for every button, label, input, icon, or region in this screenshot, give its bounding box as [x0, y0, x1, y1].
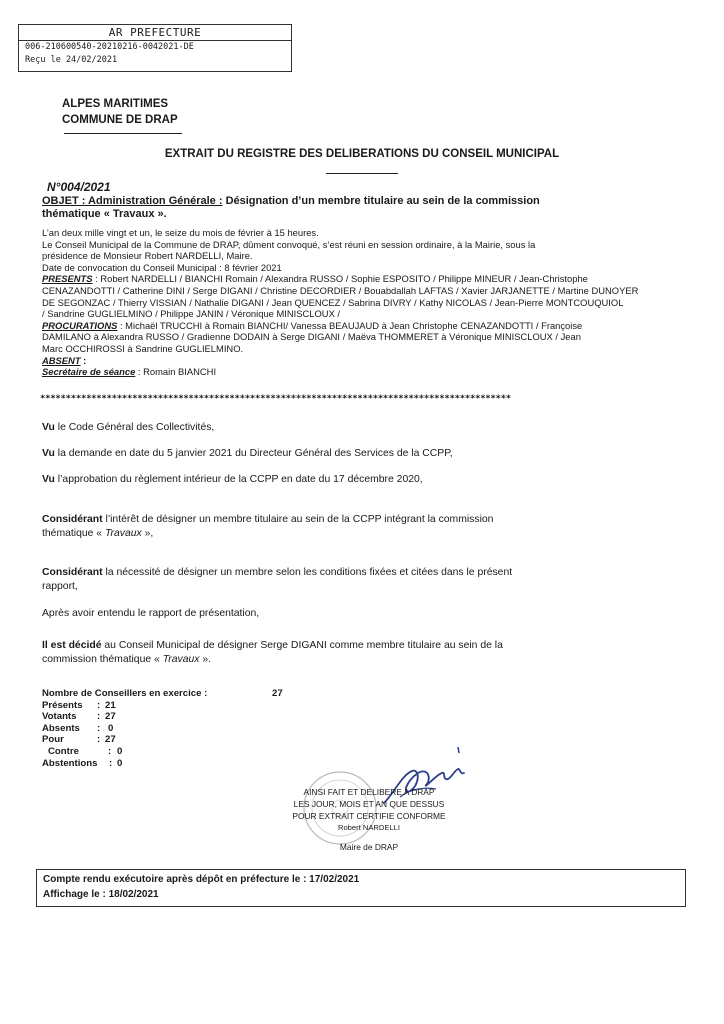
vote-label: Nombre de Conseillers en exercice : — [42, 688, 208, 699]
sign-line: AINSI FAIT ET DELIBERE A DRAP — [303, 787, 435, 797]
absent-colon: : — [80, 354, 87, 366]
vote-value: 0 — [117, 745, 123, 757]
vu-text: la demande en date du 5 janvier 2021 du Directeur Général des Services de la CCPP, — [54, 448, 453, 459]
objet-text-2: thématique « Travaux ». — [42, 208, 167, 220]
vote-colon: : — [97, 711, 101, 723]
mayor-title: Maire de DRAP — [339, 842, 399, 852]
decision-text: ». — [199, 654, 212, 665]
vote-label: Présents — [42, 699, 83, 711]
presents-line: CENAZANDOTTI / Catherine DINI / Serge DIGANI / Christine DECORDIER / Bouabdallah LAFTAS / Xavier JARJANETTE / Martine DUNOYER — [42, 284, 639, 296]
intro-line: présidence de Monsieur Robert NARDELLI, Maire. — [42, 250, 253, 262]
title-rule — [326, 173, 398, 174]
star-separator: ******************************************************************************************** — [40, 394, 511, 404]
intro-line: L’an deux mille vingt et un, le seize du mois de février à 15 heures. — [42, 227, 319, 238]
prefecture-stamp — [18, 24, 292, 72]
considerant-italic: Travaux — [104, 528, 142, 539]
intro-line: Le Conseil Municipal de la Commune de DRAP, dûment convoqué, s’est réuni en session ordinaire, à la Mairie, sous la — [42, 238, 536, 250]
vu-text: l’approbation du règlement intérieur de la CCPP en date du 17 décembre 2020, — [54, 474, 423, 485]
vu-keyword: Vu — [42, 474, 55, 485]
presents-label: PRESENTS — [42, 273, 93, 285]
sign-line: LES JOUR, MOIS ET AN QUE DESSUS — [293, 799, 445, 809]
secretaire-value: : Romain BIANCHI — [135, 366, 217, 378]
vu-line — [42, 473, 682, 487]
vote-label: Contre — [48, 745, 79, 757]
vote-value: 27 — [272, 688, 283, 699]
footer-box — [36, 869, 686, 907]
decision-paragraph — [42, 639, 682, 667]
convocation-date: Date de convocation du Conseil Municipal : 8 février 2021 — [42, 261, 282, 273]
presents-line: DE SEGONZAC / Thierry VISSIAN / Nathalie DIGANI / Jean QUENCEZ / Sabrina DIVRY / Kathy NICOLAS / Jean-Pierre MONTCOUQUIOL — [42, 296, 624, 308]
header-rule — [64, 133, 182, 134]
vu-line — [42, 447, 682, 461]
presents-line: / Sandrine GUGLIELMINO / Philippe JANIN / Véronique MINISCLOUX / — [42, 308, 341, 320]
apres-line: Après avoir entendu le rapport de présentation, — [42, 608, 260, 619]
considerant-text: l’intérêt de désigner un membre titulaire au sein de la CCPP intégrant la commission — [102, 514, 494, 525]
mayor-name: Robert NARDELLI — [337, 823, 401, 832]
absent-label: ABSENT — [42, 354, 81, 366]
stamp-received-date: Reçu le 24/02/2021 — [25, 55, 118, 65]
intro-block — [42, 227, 682, 378]
vote-row — [42, 734, 322, 746]
vote-row — [42, 723, 322, 735]
sign-line: POUR EXTRAIT CERTIFIE CONFORME — [292, 811, 446, 821]
decision-text: commission thématique « — [42, 654, 163, 665]
vote-colon: : — [97, 734, 101, 746]
vote-label: Pour — [42, 734, 64, 746]
deliberation-number: N°004/2021 — [47, 180, 111, 194]
department-header — [62, 96, 178, 128]
stamp-title: AR PREFECTURE — [19, 25, 291, 41]
page-title: EXTRAIT DU REGISTRE DES DELIBERATIONS DU CONSEIL MUNICIPAL — [164, 148, 560, 160]
affichage-line: Affichage le : 18/02/2021 — [43, 889, 159, 900]
vu-text: le Code Général des Collectivités, — [54, 422, 215, 433]
procurations-line: DAMILANO à Alexandra RUSSO / Gradienne DODAIN à Serge DIGANI / Maëva THOMMERET à Véronique MINISCLOUX / Jean — [42, 331, 581, 343]
considerant-text: la nécessité de désigner un membre selon les conditions fixées et citées dans le présent — [102, 567, 513, 578]
procurations-line: Marc OCCHIROSSI à Sandrine GUGLIELMINO. — [42, 342, 244, 354]
procurations-line: : Michaël TRUCCHI à Romain BIANCHI/ Vanessa BEAUJAUD à Jean Christophe CENAZANDOTTI / Françoise — [117, 319, 583, 331]
vote-value: 27 — [105, 734, 116, 746]
vote-label: Votants — [42, 711, 77, 723]
procurations-label: PROCURATIONS — [42, 319, 118, 331]
considerant-text: rapport, — [42, 581, 78, 592]
considerant-text: thématique « — [42, 528, 105, 539]
objet-section — [42, 195, 682, 221]
vote-value: 0 — [108, 722, 114, 734]
signature-block — [244, 786, 494, 853]
vote-colon: : — [109, 757, 113, 769]
objet-text: Désignation d’un membre titulaire au sein de la commission — [222, 195, 540, 207]
considerant-text: », — [141, 528, 154, 539]
vu-keyword: Vu — [42, 448, 55, 459]
vote-row — [42, 700, 322, 712]
vote-colon: : — [97, 722, 101, 734]
vote-label: Absents — [42, 722, 80, 734]
vote-row-exercice — [42, 688, 322, 700]
secretaire-label: Secrétaire de séance — [42, 366, 136, 378]
stamp-reference: 006-210600540-20210216-0042021-DE — [25, 42, 194, 52]
executoire-line: Compte rendu exécutoire après dépôt en préfecture le : 17/02/2021 — [43, 874, 360, 885]
vote-row — [42, 711, 322, 723]
decision-italic: Travaux — [162, 654, 200, 665]
decision-text: au Conseil Municipal de désigner Serge DIGANI comme membre titulaire au sein de la — [101, 640, 503, 651]
considerant-paragraph — [42, 566, 682, 594]
vote-value: 27 — [105, 711, 116, 723]
vote-row — [42, 746, 322, 758]
considerant-keyword: Considérant — [42, 514, 103, 525]
vote-row — [42, 758, 322, 770]
objet-label: OBJET : Administration Générale : — [42, 195, 223, 207]
vote-value: 0 — [117, 757, 123, 769]
department-name: ALPES MARITIMES — [62, 98, 169, 110]
vote-summary — [42, 688, 322, 769]
vote-colon: : — [97, 699, 101, 711]
vote-colon: : — [108, 745, 112, 757]
vu-keyword: Vu — [42, 422, 55, 433]
presents-line: : Robert NARDELLI / BIANCHI Romain / Alexandra RUSSO / Sophie ESPOSITO / Philippe MINEUR / Jean-Christophe — [92, 273, 588, 285]
decision-keyword: Il est décidé — [42, 640, 102, 651]
vote-label: Abstentions — [42, 757, 98, 769]
commune-name: COMMUNE DE DRAP — [62, 114, 178, 126]
considerant-keyword: Considérant — [42, 567, 103, 578]
vote-value: 21 — [105, 699, 116, 711]
vu-line — [42, 421, 682, 435]
considerant-paragraph — [42, 513, 682, 541]
